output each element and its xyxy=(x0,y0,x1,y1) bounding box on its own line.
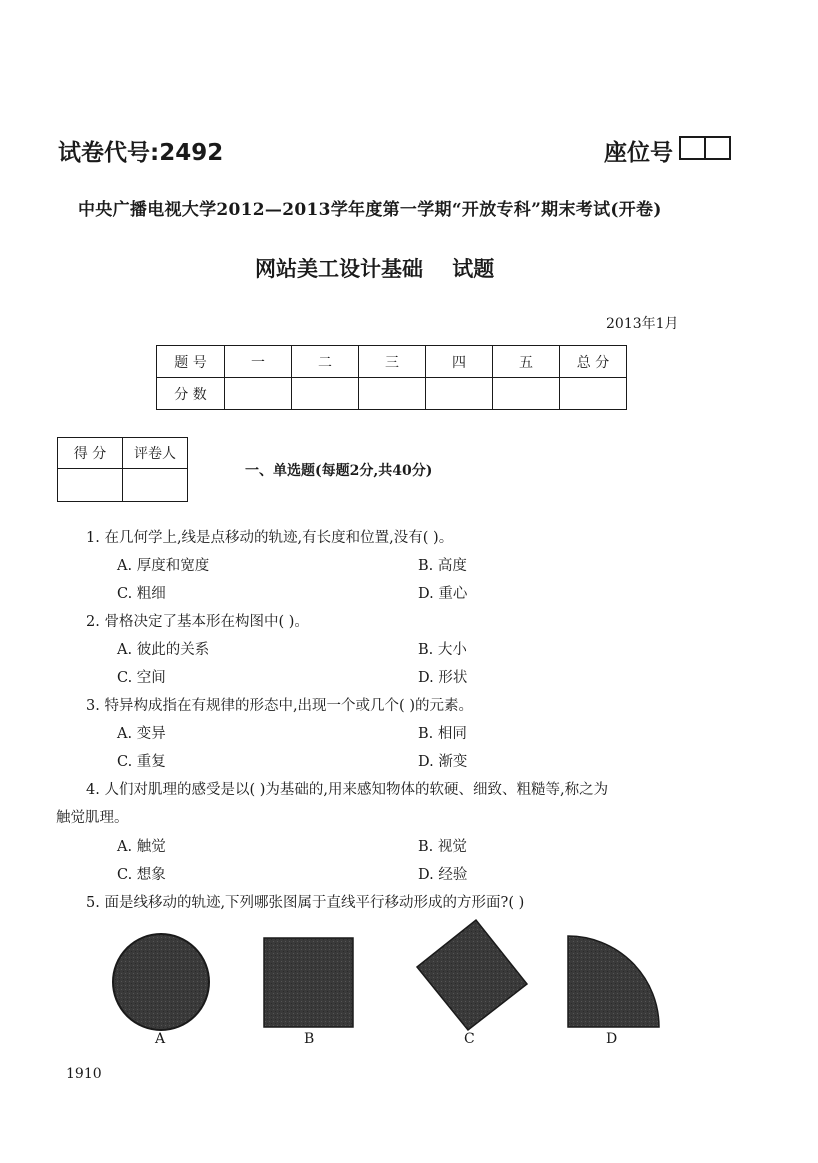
option-text: D. 渐变 xyxy=(418,754,468,770)
option-text: C. 粗细 xyxy=(117,586,166,602)
option-text: C. 空间 xyxy=(117,670,166,686)
figure-circle-icon xyxy=(113,934,209,1030)
score-table-cell: 总 分 xyxy=(560,346,627,378)
score-table-cell: 三 xyxy=(359,346,426,378)
figure-label: B xyxy=(304,1031,315,1047)
score-table-cell: 二 xyxy=(292,346,359,378)
option-text: B. 相同 xyxy=(418,726,467,742)
exam-date: 2013年1月 xyxy=(606,316,679,332)
seat-number-label: 座位号 xyxy=(604,140,673,166)
question-5: 5. 面是线移动的轨迹,下列哪张图属于直线平行移动形成的方形面?( ) xyxy=(86,895,525,911)
question-1: 1. 在几何学上,线是点移动的轨迹,有长度和位置,没有( )。 xyxy=(86,530,454,546)
section-heading: 一、单选题(每题2分,共40分) xyxy=(245,463,433,479)
score-table-cell: 一 xyxy=(225,346,292,378)
option-text: A. 触觉 xyxy=(117,839,166,855)
exam-subtitle: 中央广播电视大学2012—2013学年度第一学期“开放专科”期末考试(开卷) xyxy=(78,200,662,220)
question-4-continuation: 触觉肌理。 xyxy=(56,810,129,826)
score-table-cell: 四 xyxy=(426,346,493,378)
option-text: D. 重心 xyxy=(418,586,468,602)
question-3: 3. 特异构成指在有规律的形态中,出现一个或几个( )的元素。 xyxy=(86,698,473,714)
grader-table-cell: 得 分 xyxy=(58,438,123,469)
question-2: 2. 骨格决定了基本形在构图中( )。 xyxy=(86,614,309,630)
figure-rotated-square-icon xyxy=(417,920,527,1030)
option-text: B. 大小 xyxy=(418,642,467,658)
option-text: A. 变异 xyxy=(117,726,166,742)
question-4: 4. 人们对肌理的感受是以( )为基础的,用来感知物体的软硬、细致、粗糙等,称之为 xyxy=(86,782,609,798)
grader-table-cell: 评卷人 xyxy=(123,438,188,469)
exam-title: 网站美工设计基础 试题 xyxy=(255,257,495,281)
option-text: C. 想象 xyxy=(117,867,166,883)
figure-quarter-circle-icon xyxy=(568,936,659,1027)
option-text: C. 重复 xyxy=(117,754,166,770)
option-text: D. 经验 xyxy=(418,867,468,883)
score-table-cell: 五 xyxy=(493,346,560,378)
option-text: A. 厚度和宽度 xyxy=(117,558,210,574)
figure-label: D xyxy=(606,1031,618,1047)
exam-code: 试卷代号:2492 xyxy=(58,140,224,166)
figure-label: C xyxy=(464,1031,475,1047)
page-number: 1910 xyxy=(66,1066,102,1082)
figure-label: A xyxy=(155,1031,166,1047)
option-text: D. 形状 xyxy=(418,670,468,686)
option-text: A. 彼此的关系 xyxy=(117,642,210,658)
figure-square-icon xyxy=(264,938,353,1027)
score-table-cell: 分 数 xyxy=(157,378,225,410)
option-text: B. 高度 xyxy=(418,558,467,574)
score-table-cell: 题 号 xyxy=(157,346,225,378)
option-text: B. 视觉 xyxy=(418,839,467,855)
